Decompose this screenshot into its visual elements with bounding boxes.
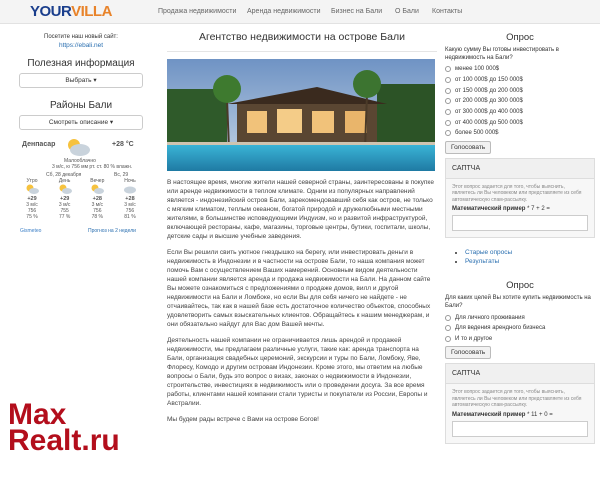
weather-forecast-row bbox=[18, 178, 144, 220]
radio-button[interactable] bbox=[445, 130, 451, 136]
results-link[interactable]: Результаты bbox=[465, 258, 500, 266]
regions-title: Районы Бали bbox=[49, 100, 113, 111]
weather-city: Денпасар bbox=[22, 141, 56, 148]
watermark-line1: Max bbox=[8, 398, 67, 431]
poll1-option[interactable]: от 300 000$ до 400 000$ bbox=[445, 107, 595, 118]
forecast-link[interactable]: Прогноз на 2 недели bbox=[88, 228, 136, 234]
right-sidebar bbox=[445, 26, 595, 444]
cloud-icon bbox=[123, 184, 137, 194]
radio-button[interactable] bbox=[445, 315, 451, 321]
poll1-option[interactable]: менее 100 000$ bbox=[445, 64, 595, 75]
weather-date-next: Вс, 29 bbox=[114, 172, 129, 178]
captcha1-title: САПТЧА bbox=[446, 159, 594, 179]
weather-date: Сб, 28 декабря bbox=[46, 172, 82, 178]
useful-dropdown[interactable]: Выбрать ▾ bbox=[19, 73, 143, 88]
sun-cloud-icon bbox=[25, 184, 39, 194]
main-content bbox=[167, 26, 437, 424]
cloud-sun-icon bbox=[64, 136, 92, 158]
poll1-title: Опрос bbox=[506, 32, 534, 43]
sun-cloud-icon bbox=[58, 184, 72, 194]
sun-cloud-icon bbox=[90, 184, 104, 194]
captcha1-input[interactable] bbox=[452, 215, 588, 231]
radio-button[interactable] bbox=[445, 66, 451, 72]
regions-dropdown[interactable]: Смотреть описание ▾ bbox=[19, 115, 143, 130]
radio-button[interactable] bbox=[445, 77, 451, 83]
captcha2-label: Математический пример * 11 + 0 = bbox=[452, 411, 553, 418]
captcha1-label: Математический пример * 7 + 2 = bbox=[452, 206, 550, 213]
poll1-option[interactable]: от 150 000$ до 200 000$ bbox=[445, 85, 595, 96]
radio-button[interactable] bbox=[445, 336, 451, 342]
poll2-option[interactable]: Для ведения арендного бизнеса bbox=[445, 323, 595, 334]
nav-about-bali[interactable]: О Бали bbox=[395, 8, 419, 15]
captcha2-box bbox=[445, 363, 595, 444]
nav-business[interactable]: Бизнес на Бали bbox=[331, 8, 383, 15]
poll2-question: Для каких целей Вы хотите купить недвижимость на Бали? bbox=[445, 295, 591, 309]
captcha2-input[interactable] bbox=[452, 421, 588, 437]
poll2-option[interactable]: Для личного проживания bbox=[445, 312, 595, 323]
poll2-option[interactable]: И то и другое bbox=[445, 334, 595, 345]
visit-link[interactable]: https://ebali.net bbox=[58, 42, 104, 49]
nav-contacts[interactable]: Контакты bbox=[432, 8, 463, 15]
poll1-option[interactable]: от 200 000$ до 300 000$ bbox=[445, 96, 595, 107]
weather-widget bbox=[16, 136, 146, 236]
weather-condition: Малооблачно bbox=[64, 158, 96, 164]
weather-temp: +28 °C bbox=[112, 141, 134, 148]
company-paragraph: Если Вы решили свить уютное гнездышко на берегу, или инвестировать деньги в недвижимость в Индонезии и в частности на острове Бали, то наша компания может помочь Вам с осуществлением Ваших намерений. Основным видом деятельности нашей компании является аренда и продажа недвижимости на Бали. На данном сайте Вы можете ознакомиться с предложениями о продаже домов, вилл и другой недвижимости на Бали и Ломбоке, но если Вы для себя ничего не найдете - не отчаивайтесь, так как в нашей базе есть достаточное количество объектов, способных удовлетворить самых взыскательных клиентов. Обращайтесь к нашим менеджерам, и они обязательно найдут для Вас дом Вашей мечты. bbox=[167, 249, 431, 328]
closing-paragraph: Мы будем рады встрече с Вами на острове Богов! bbox=[167, 416, 319, 423]
poll1-option[interactable]: от 400 000$ до 500 000$ bbox=[445, 117, 595, 128]
radio-button[interactable] bbox=[445, 120, 451, 126]
captcha1-text: Этот вопрос задается для того, чтобы выяснить, являетесь ли Вы человеком или представляете из себя автоматическую спам-рассылку. bbox=[452, 183, 582, 203]
nav-rent[interactable]: Аренда недвижимости bbox=[247, 8, 321, 15]
forecast-col: Вечер +28 3 м/с 756 78 % bbox=[90, 178, 105, 220]
left-sidebar bbox=[0, 26, 162, 236]
forecast-col: День +29 3 м/с 755 77 % bbox=[58, 178, 71, 220]
hero-villa-image bbox=[167, 59, 435, 171]
top-navbar bbox=[0, 0, 600, 24]
poll1-option[interactable]: от 100 000$ до 150 000$ bbox=[445, 75, 595, 86]
forecast-col: Ночь +28 3 м/с 756 81 % bbox=[124, 178, 136, 220]
radio-button[interactable] bbox=[445, 325, 451, 331]
captcha2-title: САПТЧА bbox=[446, 364, 594, 384]
nav-sale[interactable]: Продажа недвижимости bbox=[158, 8, 237, 15]
weather-details: 3 м/с, ю 756 мм рт. ст. 80 % влажн. bbox=[52, 164, 133, 170]
gismeteo-brand[interactable]: Gismeteo bbox=[20, 228, 42, 234]
poll1-question: Какую сумму Вы готовы инвестировать в недвижимость на Бали? bbox=[445, 47, 559, 61]
radio-button[interactable] bbox=[445, 98, 451, 104]
radio-button[interactable] bbox=[445, 88, 451, 94]
site-logo[interactable]: YOURVILLA bbox=[30, 3, 112, 20]
old-polls-link[interactable]: Старые опросы bbox=[465, 249, 513, 257]
forecast-col: Утро +29 3 м/с 756 75 % bbox=[26, 178, 38, 220]
poll2-title: Опрос bbox=[506, 280, 534, 292]
intro-paragraph: В настоящее время, многие жители нашей северной страны, заинтересованы в покупке или аренде недвижимости в теплом климате. Одним из популярных направлений является - индонезийский остров Бали, зарекомендовавший себя как остров, не только с мягким климатом, теплым океаном, богатой природой и дружелюбными местными жителями, в большинстве исповедующими Индуизм, но и развитой инфраструктурой, включающей рестораны, кафе, магазины, торговые центры, бутики, госпитали, школы, детские сады и высшие учебные заведения. bbox=[167, 179, 434, 240]
watermark-line2: Realt.ru bbox=[8, 424, 120, 457]
page-title: Агентство недвижимости на острове Бали bbox=[167, 26, 437, 52]
poll-links bbox=[465, 248, 595, 266]
useful-title: Полезная информация bbox=[27, 58, 135, 69]
poll1-option[interactable]: более 500 000$ bbox=[445, 128, 595, 139]
watermark bbox=[8, 398, 120, 457]
poll1-vote-button[interactable]: Голосовать bbox=[445, 141, 491, 154]
poll2-vote-button[interactable]: Голосовать bbox=[445, 346, 491, 359]
visit-text: Посетите наш новый сайт: bbox=[44, 34, 118, 40]
radio-button[interactable] bbox=[445, 109, 451, 115]
captcha1-box bbox=[445, 158, 595, 239]
captcha2-text: Этот вопрос задается для того, чтобы выяснить, являетесь ли Вы человеком или представляете из себя автоматическую спам-рассылку. bbox=[452, 389, 582, 409]
services-paragraph: Деятельность нашей компании не ограничивается лишь арендой и продажей недвижимости, мы предлагаем различные услуги, такие как: аренда транспорта на Бали, организация свадебных церемоний, экскурсии и туры по Бали, Ломбоку, Яве, Флоресу, Комодо и другим островам Индонезии. Кроме этого, мы ответим на любые вопросы о Бали, будь это вопрос о визах, законах о недвижимости в Индонезии, строительстве, инвестициях в недвижимость или о проведении досуга. За все время работы, клиентами нашей компании стали туристы и покупатели из России, Европы и Австралии. bbox=[167, 337, 428, 407]
